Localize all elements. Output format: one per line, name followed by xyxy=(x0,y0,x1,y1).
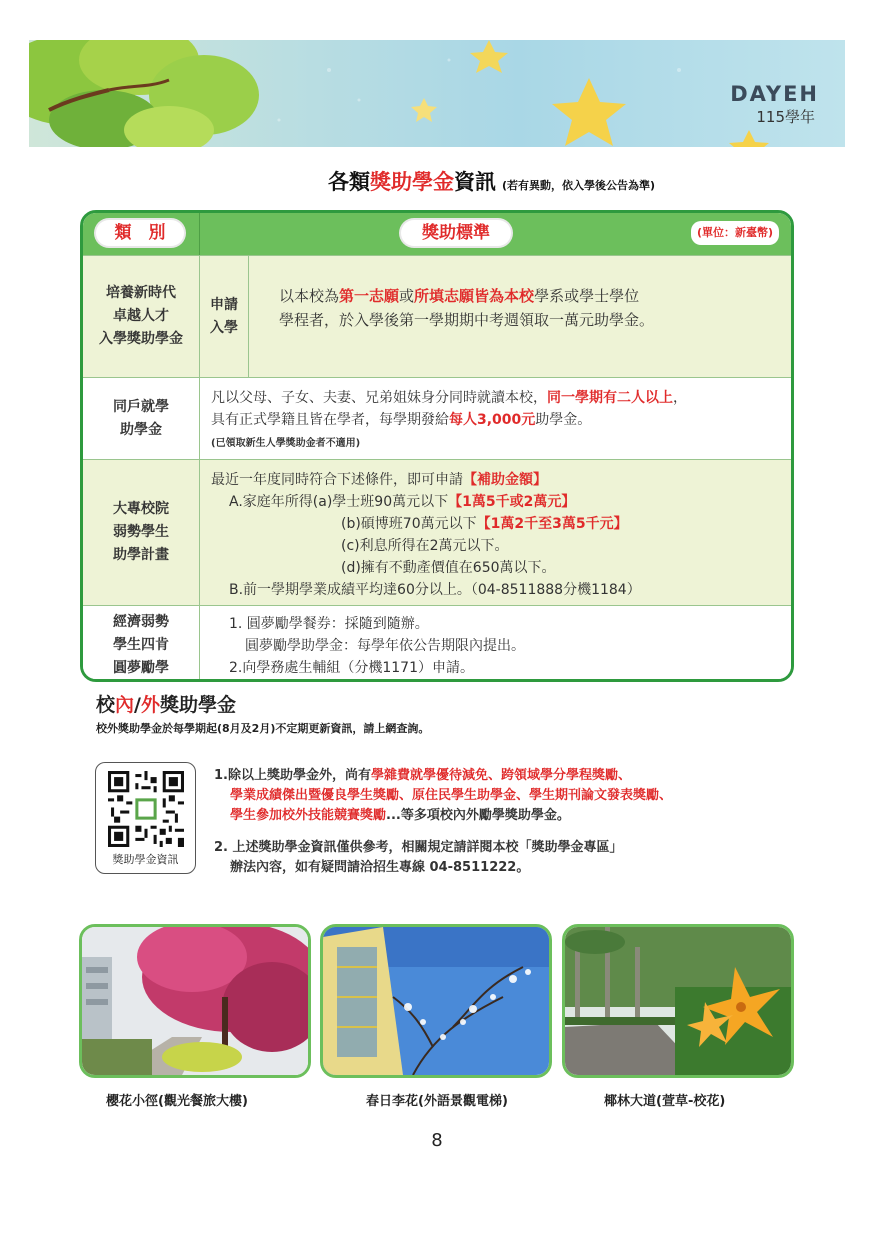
photo-palm-avenue xyxy=(562,924,794,1078)
category-line: 培養新時代 xyxy=(106,285,176,301)
row-text-line: B.前一學期學業成績平均達60分以上。（04-8511888分機1184） xyxy=(229,582,641,598)
title-note: (若有異動，依入學後公告為準) xyxy=(502,179,656,192)
highlight-text: 【補助金額】 xyxy=(463,472,547,488)
sub-line: 申請 xyxy=(210,296,238,313)
text: ， xyxy=(673,390,687,406)
photo-caption: 春日李花(外語景觀電梯) xyxy=(366,1094,508,1109)
info-paragraph-1-line xyxy=(230,806,570,826)
text: 校 xyxy=(96,694,116,716)
info-paragraph-1-line xyxy=(214,766,631,786)
row-text-line: 2.向學務處生輔組（分機1171）申請。 xyxy=(229,660,474,676)
table-row xyxy=(83,377,791,459)
title-highlight: 獎助學金 xyxy=(370,170,454,194)
text: 具有正式學籍且皆在學者，每學期發給 xyxy=(211,412,449,428)
table-row xyxy=(83,605,791,682)
info-paragraph-1-line xyxy=(230,786,672,806)
text: 助學金。 xyxy=(535,412,592,428)
header-banner xyxy=(29,40,845,147)
highlight-text: 同一學期有二人以上 xyxy=(547,390,673,406)
photo-cherry-blossom-path xyxy=(79,924,311,1078)
row-text-line: (c)利息所得在2萬元以下。 xyxy=(341,538,509,554)
row-text-line: 圓夢勵學助學金：每學年依公告期限內提出。 xyxy=(245,638,525,654)
text: 獎助學金 xyxy=(160,694,237,716)
text: 以本校為 xyxy=(279,287,340,305)
row-text-line xyxy=(341,514,628,534)
scholarship-table xyxy=(80,210,794,682)
qr-code-icon[interactable] xyxy=(108,771,184,847)
academic-year: 115學年 xyxy=(756,108,815,126)
category-line: 同戶就學 xyxy=(113,398,169,415)
text: 凡以父母、子女、夫妻、兄弟姐妹身分同時就讀本校， xyxy=(211,390,547,406)
header-standard: 獎助標準 xyxy=(401,220,511,246)
photo-caption: 椰林大道(萱草-校花) xyxy=(604,1094,726,1109)
photo-plum-blossom-elevator xyxy=(320,924,552,1078)
highlight-text: 所填志願皆為本校 xyxy=(414,287,535,305)
info-paragraph-2-line: 辦法內容，如有疑問請洽招生專線 04-8511222。 xyxy=(230,860,530,875)
header-divider xyxy=(199,213,200,255)
category-line: 圓夢勵學 xyxy=(113,660,169,676)
highlight-text: 【1萬5千或2萬元】 xyxy=(448,494,576,510)
row-category xyxy=(83,256,200,377)
title-suffix: 資訊 xyxy=(454,170,496,194)
photo-caption: 櫻花小徑(觀光餐旅大樓) xyxy=(106,1094,248,1109)
highlight-text: 內 xyxy=(115,694,135,716)
table-row xyxy=(83,255,791,377)
header-unit: (單位：新臺幣) xyxy=(691,221,779,245)
category-line: 經濟弱勢 xyxy=(113,614,169,630)
highlight-text: 學業成績傑出暨優良學生獎勵、原住民學生助學金、學生期刊論文發表獎勵、 xyxy=(230,788,673,803)
row-text-line xyxy=(211,470,547,490)
table-header xyxy=(83,213,791,255)
row-text-line xyxy=(279,286,639,306)
row-text-line xyxy=(211,410,591,430)
category-line: 大專校院 xyxy=(113,501,169,517)
category-line: 助學金 xyxy=(120,421,162,438)
row-text-line: (d)擁有不動產價值在650萬以下。 xyxy=(341,560,556,576)
highlight-text: 外 xyxy=(140,694,160,716)
category-line: 卓越人才 xyxy=(113,308,169,324)
text: 學系或學士學位 xyxy=(534,287,640,305)
highlight-text: 【1萬2千至3萬5千元】 xyxy=(476,516,628,532)
row-category xyxy=(83,606,200,682)
row-subcategory xyxy=(200,256,249,377)
category-line: 弱勢學生 xyxy=(113,524,169,540)
sub-line: 入學 xyxy=(210,319,238,336)
row-text-line xyxy=(229,492,575,512)
qr-code-card[interactable] xyxy=(95,762,196,874)
row-footnote: (已領取新生人學獎助金者不適用) xyxy=(211,438,361,449)
plum-blossom-image xyxy=(323,927,549,1075)
header-category: 類 別 xyxy=(96,220,184,246)
text: 或 xyxy=(399,287,415,305)
highlight-text: 第一志願 xyxy=(339,287,400,305)
highlight-text: 每人3,000元 xyxy=(449,412,536,428)
cherry-blossom-image xyxy=(82,927,308,1075)
text: 1.除以上獎助學金外，尚有 xyxy=(214,768,371,783)
section-title xyxy=(96,690,236,717)
text: 最近一年度同時符合下述條件，即可申請 xyxy=(211,472,463,488)
highlight-text: 學生參加校外技能競賽獎勵 xyxy=(230,808,387,823)
page-number: 8 xyxy=(431,1130,443,1151)
category-line: 學生四肯 xyxy=(113,637,169,653)
brand-logo: DAYEH xyxy=(730,82,819,106)
category-line: 助學計畫 xyxy=(113,547,169,563)
palm-avenue-image xyxy=(565,927,791,1075)
row-text-line: 學程者，於入學後第一學期期中考週領取一萬元助學金。 xyxy=(279,311,655,329)
row-text-line: 1. 圓夢勵學餐券：採隨到隨辦。 xyxy=(229,616,429,632)
banner-illustration xyxy=(29,40,845,147)
page-title xyxy=(328,166,655,196)
text: / xyxy=(134,694,141,716)
text: ...等多項校內外勵學獎助學金。 xyxy=(386,808,570,823)
text: (b)碩博班70萬元以下 xyxy=(341,516,477,532)
category-line: 入學獎助學金 xyxy=(99,331,183,347)
text: A.家庭年所得(a)學士班90萬元以下 xyxy=(229,494,449,510)
info-paragraph-2-line: 2. 上述獎助學金資訊僅供參考，相關規定請詳閱本校「獎助學金專區」 xyxy=(214,840,623,855)
table-row xyxy=(83,459,791,605)
title-prefix: 各類 xyxy=(328,170,370,194)
section-subtitle: 校外獎助學金於每學期起(8月及2月)不定期更新資訊，請上網查詢。 xyxy=(96,722,430,735)
qr-caption: 獎助學金資訊 xyxy=(112,853,179,866)
highlight-text: 學雜費就學優待減免、跨領域學分學程獎勵、 xyxy=(370,768,631,783)
row-text-line xyxy=(211,388,687,408)
row-category xyxy=(83,460,200,605)
row-category xyxy=(83,378,200,459)
